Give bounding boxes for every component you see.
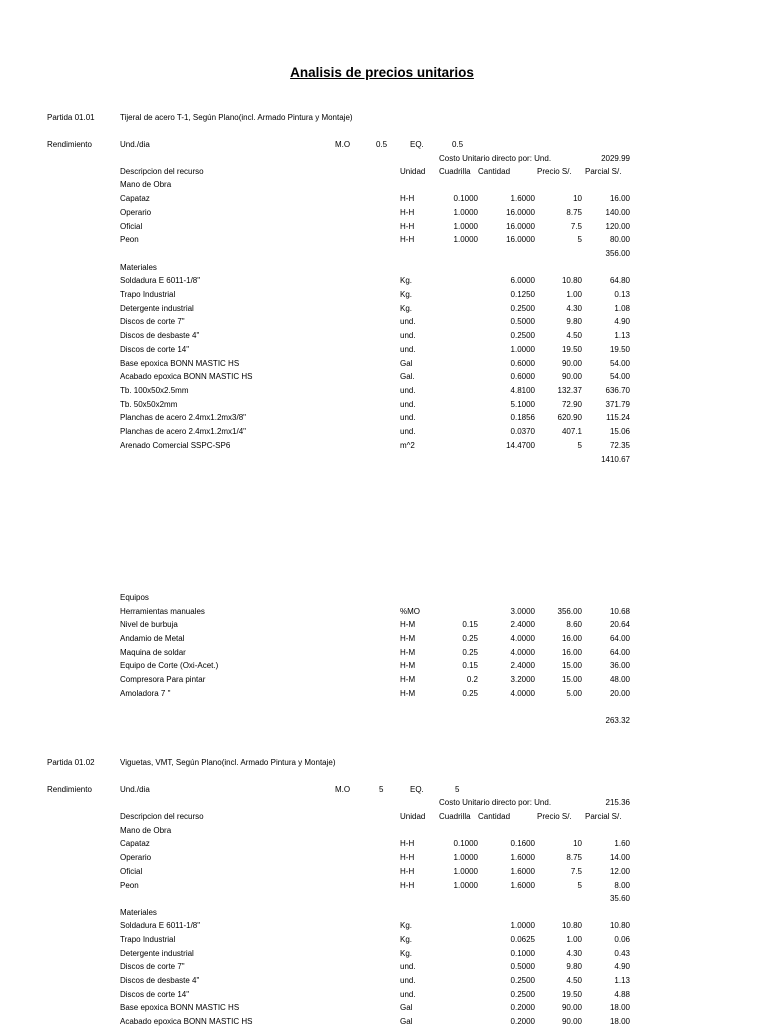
resource-unit: und. [400, 962, 416, 971]
resource-name: Detergente industrial [120, 949, 194, 958]
resource-parcial: 120.00 [605, 222, 630, 231]
rendimiento-label: Rendimiento [47, 785, 92, 794]
table-row [0, 373, 768, 384]
resource-cantidad: 0.6000 [510, 372, 535, 381]
table-row [0, 346, 768, 357]
resource-name: Planchas de acero 2.4mx1.2mx1/4" [120, 427, 247, 436]
resource-cantidad: 0.2000 [510, 1017, 535, 1026]
eq-label: EQ. [410, 140, 424, 149]
resource-name: Maquina de soldar [120, 648, 186, 657]
partida-description: Tijeral de acero T-1, Según Plano(incl. Armado Pintura y Montaje) [120, 113, 353, 122]
table-row [0, 1004, 768, 1015]
resource-unit: und. [400, 331, 416, 340]
resource-precio: 72.90 [561, 400, 582, 409]
partida-code: Partida 01.01 [47, 113, 95, 122]
resource-precio: 4.30 [566, 304, 582, 313]
col-unidad: Unidad [400, 812, 426, 821]
resource-parcial: 20.64 [609, 620, 630, 629]
resource-cantidad: 0.2000 [510, 1003, 535, 1012]
resource-precio: 15.00 [561, 661, 582, 670]
resource-name: Base epoxica BONN MASTIC HS [120, 1003, 240, 1012]
resource-name: Equipo de Corte (Oxi-Acet.) [120, 661, 219, 670]
resource-unit: Kg. [400, 935, 413, 944]
col-parcial: Parcial S/. [585, 167, 622, 176]
resource-unit: und. [400, 413, 416, 422]
resource-name: Andamio de Metal [120, 634, 185, 643]
resource-cuadrilla: 0.15 [462, 661, 478, 670]
resource-cantidad: 16.0000 [506, 235, 535, 244]
table-row [0, 840, 768, 851]
resource-precio: 5.00 [566, 689, 582, 698]
resource-cantidad: 1.0000 [510, 345, 535, 354]
resource-unit: Kg. [400, 290, 413, 299]
resource-name: Operario [120, 208, 152, 217]
resource-cantidad: 0.0370 [510, 427, 535, 436]
resource-parcial: 54.00 [609, 359, 630, 368]
section-mano-de-obra: Mano de Obra [120, 180, 172, 189]
eq-value: 5 [455, 785, 460, 794]
resource-parcial: 4.90 [614, 317, 630, 326]
resource-precio: 90.00 [561, 1003, 582, 1012]
mo-value: 0.5 [376, 140, 388, 149]
resource-precio: 5 [577, 881, 582, 890]
table-row [0, 442, 768, 453]
table-row [0, 209, 768, 220]
resource-unit: H-M [400, 634, 416, 643]
resource-cuadrilla: 1.0000 [453, 235, 478, 244]
resource-cuadrilla: 1.0000 [453, 853, 478, 862]
resource-unit: Kg. [400, 949, 413, 958]
resource-name: Acabado epoxica BONN MASTIC HS [120, 1017, 253, 1026]
resource-cantidad: 1.6000 [510, 881, 535, 890]
resource-precio: 4.50 [566, 976, 582, 985]
table-row [0, 360, 768, 371]
resource-cuadrilla: 0.1000 [453, 194, 478, 203]
resource-parcial: 18.00 [609, 1017, 630, 1026]
col-cantidad: Cantidad [478, 167, 511, 176]
resource-cantidad: 0.6000 [510, 359, 535, 368]
table-row [0, 936, 768, 947]
resource-name: Amoladora 7 " [120, 689, 171, 698]
table-row [0, 963, 768, 974]
resource-cantidad: 0.1250 [510, 290, 535, 299]
resource-cantidad: 0.2500 [510, 331, 535, 340]
resource-cantidad: 0.5000 [510, 317, 535, 326]
costo-unitario-total: 215.36 [605, 798, 630, 807]
resource-parcial: 0.06 [614, 935, 630, 944]
resource-cantidad: 0.1000 [510, 949, 535, 958]
resource-cantidad: 1.6000 [510, 853, 535, 862]
resource-name: Capataz [120, 839, 150, 848]
costo-unitario-label: Costo Unitario directo por: Und. [439, 798, 552, 807]
resource-parcial: 80.00 [609, 235, 630, 244]
resource-precio: 5 [577, 235, 582, 244]
resource-unit: Gal [400, 1017, 413, 1026]
resource-precio: 4.50 [566, 331, 582, 340]
resource-precio: 10 [573, 194, 582, 203]
table-row [0, 428, 768, 439]
resource-precio: 90.00 [561, 372, 582, 381]
resource-cuadrilla: 0.25 [462, 634, 478, 643]
resource-cantidad: 1.6000 [510, 194, 535, 203]
table-row [0, 332, 768, 343]
resource-cantidad: 0.2500 [510, 304, 535, 313]
resource-precio: 132.37 [557, 386, 582, 395]
resource-precio: 8.75 [566, 853, 582, 862]
resource-name: Acabado epoxica BONN MASTIC HS [120, 372, 253, 381]
resource-cantidad: 16.0000 [506, 222, 535, 231]
resource-precio: 8.75 [566, 208, 582, 217]
table-row [0, 635, 768, 646]
col-precio: Precio S/. [537, 812, 572, 821]
resource-precio: 15.00 [561, 675, 582, 684]
resource-cantidad: 4.0000 [510, 689, 535, 698]
resource-parcial: 19.50 [609, 345, 630, 354]
resource-parcial: 4.90 [614, 962, 630, 971]
resource-cuadrilla: 0.25 [462, 689, 478, 698]
mo-label: M.O [335, 785, 351, 794]
resource-unit: Gal [400, 359, 413, 368]
resource-parcial: 64.00 [609, 648, 630, 657]
table-row [0, 387, 768, 398]
resource-precio: 4.30 [566, 949, 582, 958]
rendimiento-label: Rendimiento [47, 140, 92, 149]
resource-cuadrilla: 0.25 [462, 648, 478, 657]
resource-parcial: 140.00 [605, 208, 630, 217]
resource-cantidad: 0.1856 [510, 413, 535, 422]
table-row [0, 950, 768, 961]
resource-unit: und. [400, 317, 416, 326]
resource-cantidad: 3.2000 [510, 675, 535, 684]
resource-cantidad: 4.0000 [510, 648, 535, 657]
resource-name: Discos de corte 7" [120, 962, 185, 971]
resource-parcial: 64.00 [609, 634, 630, 643]
resource-parcial: 54.00 [609, 372, 630, 381]
resource-name: Oficial [120, 222, 143, 231]
resource-parcial: 371.79 [605, 400, 630, 409]
materiales-total: 1410.67 [601, 455, 630, 464]
table-row [0, 305, 768, 316]
resource-unit: und. [400, 427, 416, 436]
resource-unit: Kg. [400, 276, 413, 285]
resource-unit: Kg. [400, 921, 413, 930]
resource-unit: und. [400, 400, 416, 409]
resource-cantidad: 5.1000 [510, 400, 535, 409]
resource-unit: Gal. [400, 372, 415, 381]
col-descripcion: Descripcion del recurso [120, 167, 204, 176]
col-descripcion: Descripcion del recurso [120, 812, 204, 821]
resource-unit: H-M [400, 620, 416, 629]
col-parcial: Parcial S/. [585, 812, 622, 821]
resource-precio: 7.5 [570, 867, 582, 876]
resource-unit: H-M [400, 661, 416, 670]
table-row [0, 649, 768, 660]
resource-unit: Kg. [400, 304, 413, 313]
col-cuadrilla: Cuadrilla [439, 167, 471, 176]
resource-unit: und. [400, 976, 416, 985]
resource-cantidad: 2.4000 [510, 661, 535, 670]
table-row [0, 621, 768, 632]
resource-parcial: 16.00 [609, 194, 630, 203]
resource-precio: 9.80 [566, 962, 582, 971]
mo-value: 5 [379, 785, 384, 794]
resource-cantidad: 0.2500 [510, 990, 535, 999]
resource-unit: H-H [400, 867, 415, 876]
resource-name: Trapo Industrial [120, 290, 176, 299]
resource-parcial: 1.13 [614, 331, 630, 340]
table-row [0, 868, 768, 879]
resource-unit: H-H [400, 853, 415, 862]
resource-precio: 16.00 [561, 634, 582, 643]
resource-cantidad: 2.4000 [510, 620, 535, 629]
resource-cantidad: 6.0000 [510, 276, 535, 285]
resource-name: Tb. 50x50x2mm [120, 400, 178, 409]
und-dia-label: Und./dia [120, 140, 150, 149]
resource-unit: H-H [400, 194, 415, 203]
resource-unit: H-M [400, 689, 416, 698]
resource-precio: 407.1 [561, 427, 582, 436]
table-row [0, 977, 768, 988]
resource-parcial: 12.00 [609, 867, 630, 876]
resource-precio: 1.00 [566, 290, 582, 299]
resource-cuadrilla: 1.0000 [453, 881, 478, 890]
resource-unit: und. [400, 386, 416, 395]
table-row [0, 414, 768, 425]
table-row [0, 277, 768, 288]
resource-cantidad: 0.1600 [510, 839, 535, 848]
resource-parcial: 115.24 [606, 413, 630, 422]
resource-unit: %MO [400, 607, 420, 616]
resource-name: Peon [120, 235, 139, 244]
resource-name: Planchas de acero 2.4mx1.2mx3/8" [120, 413, 247, 422]
resource-unit: Gal [400, 1003, 413, 1012]
eq-label: EQ. [410, 785, 424, 794]
resource-parcial: 1.60 [614, 839, 630, 848]
resource-name: Compresora Para pintar [120, 675, 206, 684]
resource-name: Arenado Comercial SSPC-SP6 [120, 441, 231, 450]
resource-precio: 1.00 [566, 935, 582, 944]
resource-precio: 620.90 [557, 413, 582, 422]
resource-precio: 9.80 [566, 317, 582, 326]
resource-precio: 356.00 [557, 607, 582, 616]
section-materiales: Materiales [120, 263, 157, 272]
table-row [0, 922, 768, 933]
und-dia-label: Und./dia [120, 785, 150, 794]
resource-unit: und. [400, 345, 416, 354]
costo-unitario-total: 2029.99 [601, 154, 630, 163]
resource-parcial: 36.00 [609, 661, 630, 670]
resource-name: Peon [120, 881, 139, 890]
resource-precio: 8.60 [566, 620, 582, 629]
table-row [0, 401, 768, 412]
resource-precio: 10 [573, 839, 582, 848]
table-row [0, 236, 768, 247]
resource-parcial: 0.13 [614, 290, 630, 299]
resource-precio: 10.80 [561, 276, 582, 285]
resource-parcial: 14.00 [609, 853, 630, 862]
resource-precio: 10.80 [561, 921, 582, 930]
resource-cuadrilla: 0.15 [462, 620, 478, 629]
resource-unit: H-H [400, 235, 415, 244]
resource-cantidad: 1.0000 [510, 921, 535, 930]
resource-precio: 19.50 [561, 345, 582, 354]
resource-unit: H-H [400, 881, 415, 890]
partida-code: Partida 01.02 [47, 758, 95, 767]
resource-unit: H-H [400, 208, 415, 217]
page-title: Analisis de precios unitarios [290, 65, 474, 80]
resource-name: Discos de desbaste 4" [120, 331, 200, 340]
equipos-total: 263.32 [605, 716, 630, 725]
resource-name: Trapo Industrial [120, 935, 176, 944]
section-mano-de-obra: Mano de Obra [120, 826, 172, 835]
resource-cantidad: 1.6000 [510, 867, 535, 876]
col-unidad: Unidad [400, 167, 426, 176]
resource-name: Operario [120, 853, 152, 862]
resource-parcial: 1.13 [614, 976, 630, 985]
resource-unit: H-M [400, 648, 416, 657]
col-cuadrilla: Cuadrilla [439, 812, 471, 821]
resource-name: Herramientas manuales [120, 607, 205, 616]
resource-name: Detergente industrial [120, 304, 194, 313]
resource-parcial: 20.00 [609, 689, 630, 698]
resource-name: Discos de desbaste 4" [120, 976, 200, 985]
section-materiales: Materiales [120, 908, 157, 917]
resource-name: Soldadura E 6011-1/8" [120, 276, 201, 285]
mano-de-obra-total: 356.00 [605, 249, 630, 258]
mo-label: M.O [335, 140, 351, 149]
resource-parcial: 15.06 [609, 427, 630, 436]
table-row [0, 662, 768, 673]
resource-precio: 7.5 [570, 222, 582, 231]
resource-parcial: 10.68 [609, 607, 630, 616]
resource-parcial: 48.00 [609, 675, 630, 684]
resource-unit: m^2 [400, 441, 415, 450]
table-row [0, 882, 768, 893]
resource-name: Nivel de burbuja [120, 620, 178, 629]
resource-name: Discos de corte 14" [120, 345, 190, 354]
resource-precio: 19.50 [561, 990, 582, 999]
resource-name: Discos de corte 14" [120, 990, 190, 999]
resource-cantidad: 0.0625 [510, 935, 535, 944]
resource-cantidad: 16.0000 [506, 208, 535, 217]
resource-precio: 5 [577, 441, 582, 450]
eq-value: 0.5 [452, 140, 464, 149]
resource-unit: und. [400, 990, 416, 999]
resource-parcial: 636.70 [605, 386, 630, 395]
col-cantidad: Cantidad [478, 812, 511, 821]
resource-cuadrilla: 1.0000 [453, 222, 478, 231]
resource-precio: 16.00 [561, 648, 582, 657]
resource-name: Discos de corte 7" [120, 317, 185, 326]
resource-parcial: 72.35 [609, 441, 630, 450]
resource-precio: 90.00 [561, 359, 582, 368]
resource-cuadrilla: 1.0000 [453, 208, 478, 217]
resource-cantidad: 4.0000 [510, 634, 535, 643]
costo-unitario-label: Costo Unitario directo por: Und. [439, 154, 552, 163]
resource-parcial: 64.80 [609, 276, 630, 285]
resource-cantidad: 4.8100 [510, 386, 535, 395]
resource-precio: 90.00 [561, 1017, 582, 1026]
resource-cuadrilla: 0.1000 [453, 839, 478, 848]
resource-name: Base epoxica BONN MASTIC HS [120, 359, 240, 368]
resource-parcial: 18.00 [609, 1003, 630, 1012]
section-equipos: Equipos [120, 593, 149, 602]
mano-de-obra-total: 35.60 [609, 894, 630, 903]
resource-cantidad: 14.4700 [506, 441, 535, 450]
resource-parcial: 8.00 [614, 881, 630, 890]
table-row [0, 854, 768, 865]
resource-parcial: 0.43 [614, 949, 630, 958]
resource-name: Capataz [120, 194, 150, 203]
resource-parcial: 4.88 [614, 990, 630, 999]
table-row [0, 195, 768, 206]
col-precio: Precio S/. [537, 167, 572, 176]
table-row [0, 223, 768, 234]
partida-description: Viguetas, VMT, Según Plano(incl. Armado Pintura y Montaje) [120, 758, 336, 767]
table-row [0, 690, 768, 701]
table-row [0, 291, 768, 302]
resource-parcial: 1.08 [614, 304, 630, 313]
resource-name: Soldadura E 6011-1/8" [120, 921, 201, 930]
table-row [0, 318, 768, 329]
resource-cuadrilla: 1.0000 [453, 867, 478, 876]
resource-cantidad: 0.2500 [510, 976, 535, 985]
resource-unit: H-H [400, 839, 415, 848]
resource-name: Tb. 100x50x2.5mm [120, 386, 189, 395]
table-row [0, 608, 768, 619]
resource-name: Oficial [120, 867, 143, 876]
resource-unit: H-M [400, 675, 416, 684]
resource-parcial: 10.80 [609, 921, 630, 930]
table-row [0, 676, 768, 687]
resource-cuadrilla: 0.2 [466, 675, 478, 684]
table-row [0, 991, 768, 1002]
resource-cantidad: 0.5000 [510, 962, 535, 971]
resource-cantidad: 3.0000 [510, 607, 535, 616]
resource-unit: H-H [400, 222, 415, 231]
